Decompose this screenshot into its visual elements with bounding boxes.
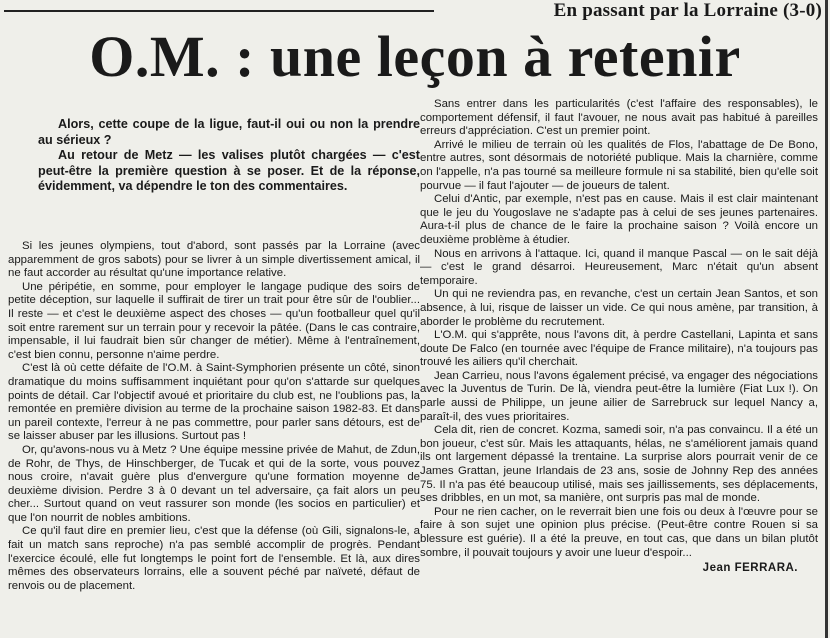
- kicker: En passant par la Lorraine (3-0): [553, 0, 822, 21]
- paragraph: Pour ne rien cacher, on le reverrait bien une fois ou deux à l'œuvre pour se faire à son sujet une opinion plus précise. (Peut-être contre Rouen si sa blessure est guérie). Il a été la preuve, en tout cas, que dans un bilan plutôt sombre, il pouvait toujours y avoir une lueur d'espoir...: [420, 505, 818, 559]
- right-column: [420, 98, 818, 576]
- paragraph: Or, qu'avons-nous vu à Metz ? Une équipe messine privée de Mahut, de Zdun, de Rohr, de Thys, de Hinschberger, de Tucak et qui de la sorte, vous pouvez nous croire, n'avait guère plus d'envergure qu'une formation moyenne de deuxième division. Perdre 3 à 0 devant un tel adversaire, ça fait alors un peu cher... Surtout quand on veut rassurer son monde (les socios en particulier) et que l'on nourrit de nobles ambitions.: [8, 443, 420, 524]
- paragraph: Nous en arrivons à l'attaque. Ici, quand il manque Pascal — on le sait déjà — c'est le grand désarroi. Heureusement, Marc n'était qu'un absent temporaire.: [420, 247, 818, 287]
- paragraph: Sans entrer dans les particularités (c'est l'affaire des responsables), le comportement défensif, il faut l'avouer, ne nous avait pas habitué à pareilles erreurs d'appréciation. C'est un premier point.: [420, 98, 818, 138]
- left-column: [8, 240, 420, 593]
- paragraph: Si les jeunes olympiens, tout d'abord, sont passés par la Lorraine (avec apparemment de gros sabots) pour se livrer à un simple divertissement amical, il ne faut accorder au résultat qu'une importance relative.: [8, 240, 420, 280]
- paragraph: Un qui ne reviendra pas, en revanche, c'est un certain Jean Santos, et son absence, à lui, risque de laisser un vide. Ce qui nous amène, par transition, à aborder le problème du recrutement.: [420, 288, 818, 328]
- lead-line: Au retour de Metz — les valises plutôt chargées — c'est peut-être la première question à se poser. Et de la réponse, évidemment, va dépendre le ton des commentaires.: [38, 148, 420, 193]
- lead-paragraph: [38, 117, 420, 195]
- paragraph: Jean Carrieu, nous l'avons également précisé, va engager des négociations avec la Juventus de Turin. De là, viendra peut-être la lumière (Fiat Lux !). On parle aussi de Philippe, un jeune ailier de Sarrebruck sur lequel Nancy a, paraît-il, des vues prioritaires.: [420, 369, 818, 423]
- paragraph: C'est là où cette défaite de l'O.M. à Saint-Symphorien présente un côté, sinon dramatique du moins suffisamment inquiétant pour qu'on s'attarde sur quelques points de détail. Car l'objectif avoué et prioritaire du club est, ne l'oublions pas, la remontée en première division au terme de la prochaine saison 1982-83. Et dans un pareil contexte, l'erreur à ne pas commettre, pour parler sans détours, est de se laisser abuser par les illusions. Surtout pas !: [8, 362, 420, 443]
- paragraph: Une péripétie, en somme, pour employer le langage pudique des soirs de petite déception, sur laquelle il suffirait de tirer un trait pour être sûr de l'oublier... Il reste — et c'est le deuxième aspect des choses — qu'un footballeur quel qu'il soit entre rarement sur un terrain pour y recevoir la pâtée. (Dans le cas contraire, impensable, il lui faudrait bien sûr changer de métier). Même à l'entraînement, c'est bien connu, personne n'aime perdre.: [8, 280, 420, 361]
- headline: O.M. : une leçon à retenir: [89, 24, 741, 89]
- paragraph: Ce qu'il faut dire en premier lieu, c'est que la défense (où Gili, signalons-le, a fait un match sans reproche) n'a pas semblé accomplir de progrès. Pendant l'exercice écoulé, elle fut longtemps le point fort de l'ensemble. Et là, aux dires mêmes des observateurs lorrains, elle a souvent péché par naïveté, défaut de renvois ou de placement.: [8, 525, 420, 592]
- paragraph: Cela dit, rien de concret. Kozma, samedi soir, n'a pas convaincu. Il a été un bon joueur, c'est sûr. Mais les attaquants, hélas, ne s'améliorent jamais quand ils ont largement dépassé la trentaine. La surprise alors pourrait venir de ce James Grattan, jeune Irlandais de 23 ans, sosie de Johnny Rep des années 75. Il n'a pas été beaucoup utilisé, mais ses jaillissements, ses déplacements, ses dribbles, en un mot, sa manière, ont surpris pas mal de monde.: [420, 424, 818, 505]
- lead-line: Alors, cette coupe de la ligue, faut-il oui ou non la prendre au sérieux ?: [38, 117, 420, 147]
- author-signature: Jean FERRARA.: [702, 562, 798, 575]
- kicker-rule: [4, 10, 434, 12]
- paragraph: Arrivé le milieu de terrain où les qualités de Flos, l'abattage de De Bono, entre autres, sont désormais de notoriété publique. Mais la charnière, comme on l'appelle, n'a pas tourné sa meilleure formule ni sa stabilité, bien qu'elle soit pourvue — il faut l'ajouter — de joueurs de talent.: [420, 138, 818, 192]
- page-edge-rule: [825, 0, 828, 638]
- paragraph: L'O.M. qui s'apprête, nous l'avons dit, à perdre Castellani, Lapinta et sans doute De Falco (en tournée avec l'équipe de France militaire), n'a toujours pas trouvé les ailiers qu'il cherchait.: [420, 329, 818, 369]
- paragraph: Celui d'Antic, par exemple, n'est pas en cause. Mais il est clair maintenant que le jeu du Yougoslave ne s'adapte pas à celui de ses jeunes partenaires. Aura-t-il plus de chance de le faire la prochaine saison ? Voilà encore un deuxième problème à étudier.: [420, 193, 818, 246]
